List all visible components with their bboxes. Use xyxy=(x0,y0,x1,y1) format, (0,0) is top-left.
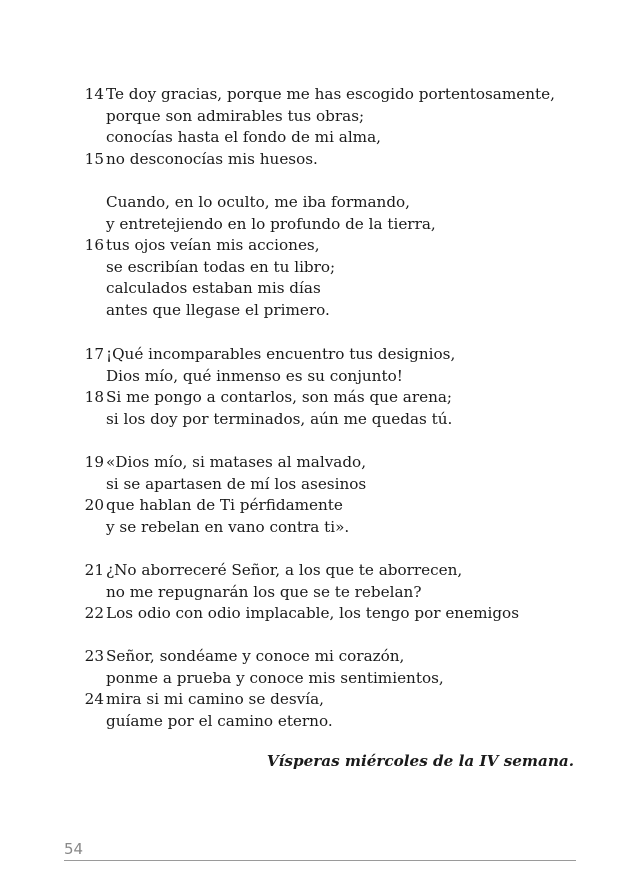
stanza-6 xyxy=(78,646,598,732)
verse-number: 20 xyxy=(84,496,104,515)
verse-line xyxy=(78,235,598,257)
verse-number: 24 xyxy=(84,690,104,709)
verse-line xyxy=(78,387,598,409)
stanza-4 xyxy=(78,452,598,538)
verse-line xyxy=(78,452,598,474)
verse-number: 15 xyxy=(84,149,104,168)
stanza-2 xyxy=(78,192,598,322)
page-number: 54 xyxy=(64,840,84,858)
source-attribution: Vísperas miércoles de la IV semana. xyxy=(266,752,574,770)
footer-divider xyxy=(64,860,576,861)
verse-line xyxy=(78,257,598,279)
verse-line xyxy=(78,366,598,388)
verse-text: Señor, sondéame y conoce mi corazón, xyxy=(106,647,405,665)
stanza-5 xyxy=(78,560,598,625)
verse-text: se escribían todas en tu libro; xyxy=(106,257,336,276)
verse-number: 21 xyxy=(84,561,104,579)
verse-line xyxy=(78,127,598,149)
verse-text: y entretejiendo en lo profundo de la tierra, xyxy=(106,214,436,233)
verse-line xyxy=(78,560,598,582)
verse-number: 17 xyxy=(84,345,104,363)
verse-text: y se rebelan en vano contra ti». xyxy=(106,517,350,536)
verse-text: si los doy por terminados, aún me quedas tú. xyxy=(106,409,453,428)
verse-line xyxy=(78,517,598,539)
verse-text: que hablan de Ti pérfidamente xyxy=(106,496,343,515)
verse-text: Si me pongo a contarlos, son más que arena; xyxy=(106,388,453,407)
verse-line xyxy=(78,214,598,236)
verse-line xyxy=(78,582,598,604)
verse-line xyxy=(78,495,598,517)
verse-text: calculados estaban mis días xyxy=(106,279,321,298)
verse-line xyxy=(78,149,598,171)
verse-text: mira si mi camino se desvía, xyxy=(106,690,324,709)
verse-text: ¿No aborreceré Señor, a los que te aborrecen, xyxy=(106,561,463,579)
verse-text: ponme a prueba y conoce mis sentimientos, xyxy=(106,668,444,687)
verse-line xyxy=(78,668,598,690)
verse-text: Dios mío, qué inmenso es su conjunto! xyxy=(106,366,403,385)
verse-line xyxy=(78,689,598,711)
verse-text: Te doy gracias, porque me has escogido portentosamente, xyxy=(106,85,555,103)
verse-number: 18 xyxy=(84,388,104,407)
verse-line xyxy=(78,711,598,733)
verse-text: tus ojos veían mis acciones, xyxy=(106,236,320,255)
verse-line xyxy=(78,106,598,128)
verse-number: 16 xyxy=(84,236,104,255)
verse-text: Los odio con odio implacable, los tengo por enemigos xyxy=(106,604,519,623)
verse-line xyxy=(78,192,598,214)
verse-line xyxy=(78,474,598,496)
verse-line xyxy=(78,344,598,366)
verse-text: ¡Qué incomparables encuentro tus designios, xyxy=(106,345,456,363)
verse-text: porque son admirables tus obras; xyxy=(106,106,365,125)
verse-line xyxy=(78,646,598,668)
verse-line xyxy=(78,409,598,431)
verse-number: 23 xyxy=(84,647,104,665)
verse-number: 22 xyxy=(84,604,104,623)
verse-line xyxy=(78,300,598,322)
verse-text: si se apartasen de mí los asesinos xyxy=(106,474,367,493)
verse-number: 14 xyxy=(84,85,104,103)
verse-text: no me repugnarán los que se te rebelan? xyxy=(106,582,422,601)
stanza-3 xyxy=(78,344,598,430)
verse-text: antes que llegase el primero. xyxy=(106,300,330,319)
verse-line xyxy=(78,278,598,300)
verse-text: conocías hasta el fondo de mi alma, xyxy=(106,128,381,147)
verse-text: Cuando, en lo oculto, me iba formando, xyxy=(106,193,411,211)
verse-number: 19 xyxy=(84,453,104,471)
verse-text: «Dios mío, si matases al malvado, xyxy=(106,453,367,471)
stanza-1 xyxy=(78,84,598,170)
verse-text: guíame por el camino eterno. xyxy=(106,711,333,730)
verse-line xyxy=(78,603,598,625)
verse-text: no desconocías mis huesos. xyxy=(106,149,318,168)
verse-line xyxy=(78,84,598,106)
